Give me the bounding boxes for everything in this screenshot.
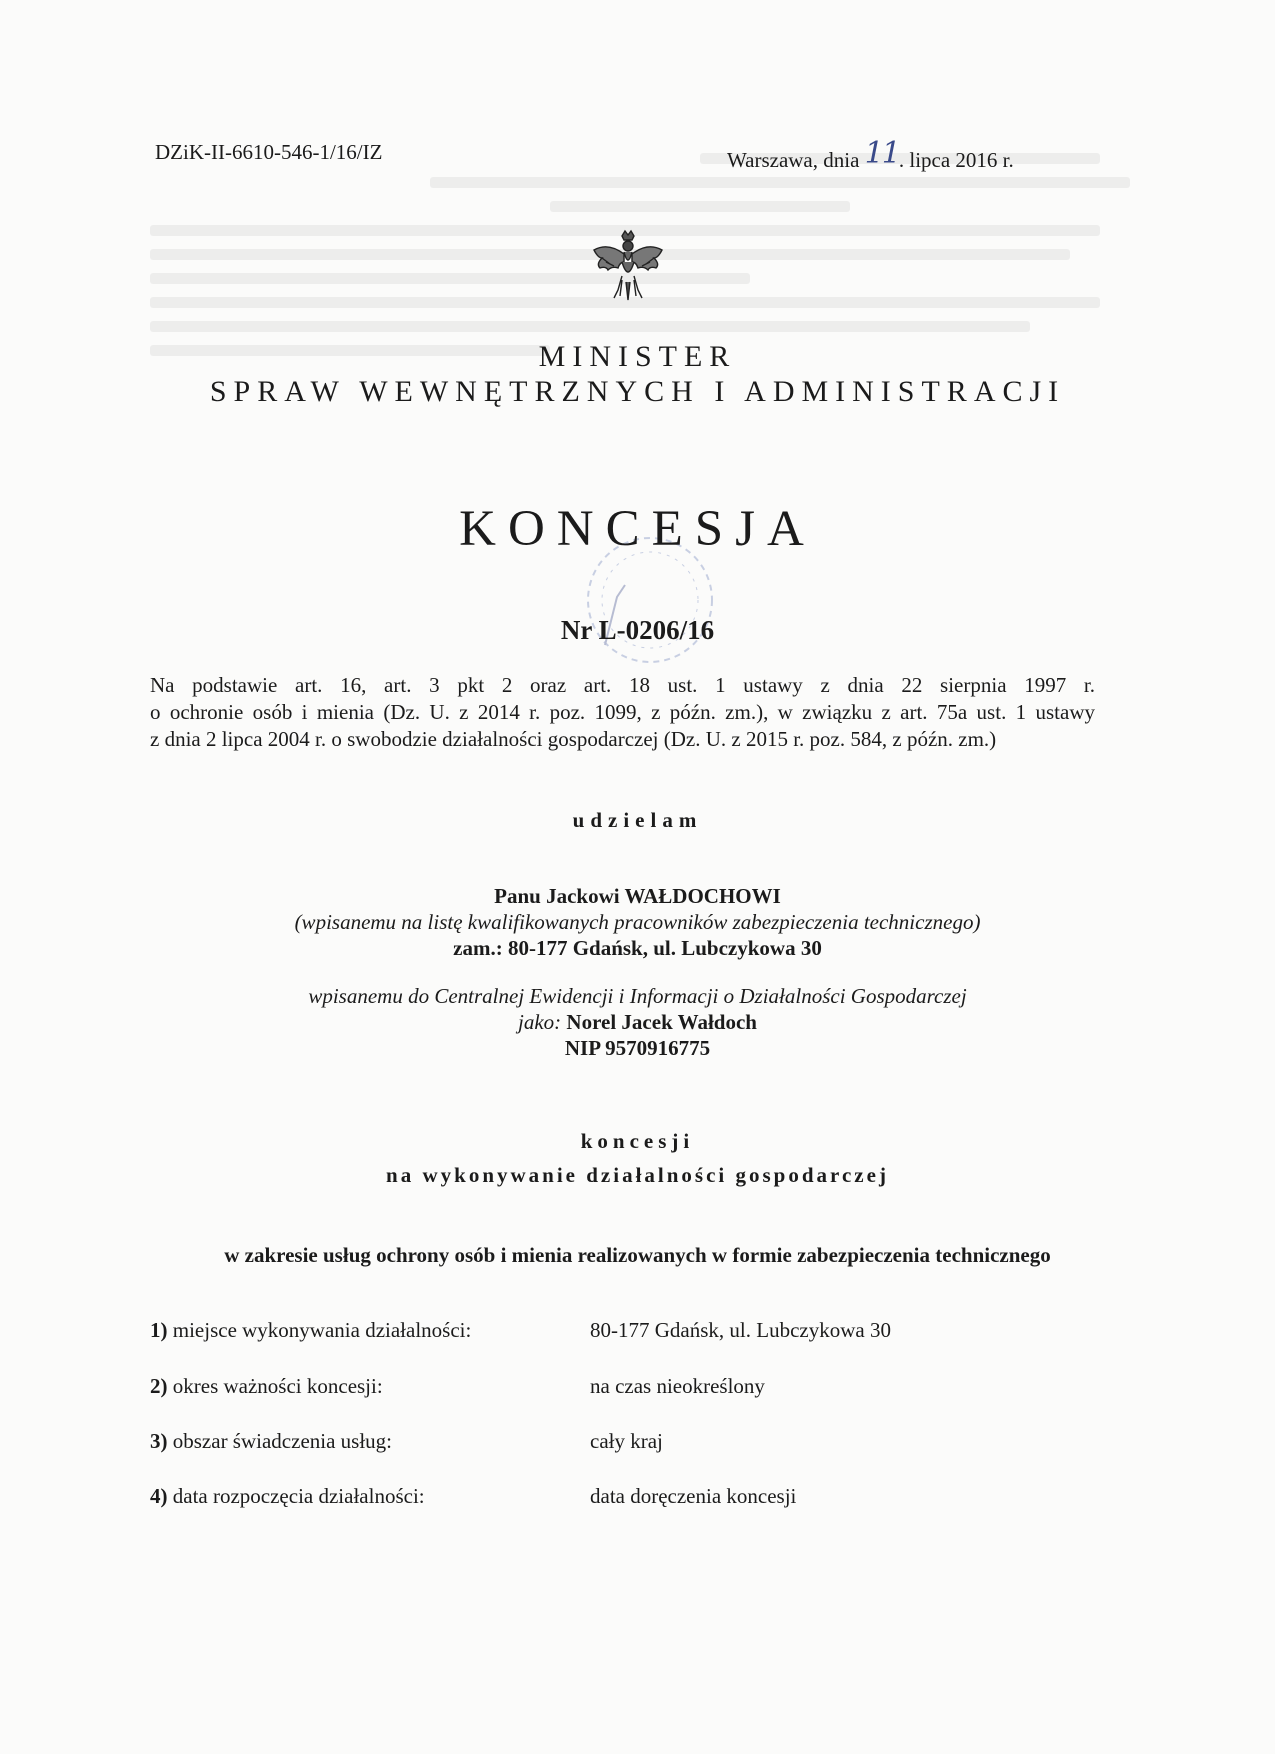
activity-line: na wykonywanie działalności gospodarczej [386, 1163, 889, 1187]
detail-label: 3) obszar świadczenia usług: [150, 1429, 393, 1453]
detail-value: na czas nieokreślony [590, 1374, 765, 1398]
document-reference: DZiK-II-6610-546-1/16/IZ [155, 140, 383, 164]
handwritten-day: 11 [864, 136, 899, 171]
grantee-address: zam.: 80-177 Gdańsk, ul. Lubczykowa 30 [453, 936, 822, 960]
grantee-name: Panu Jackowi WAŁDOCHOWI [494, 884, 781, 908]
ceidg-note: wpisanemu do Centralnej Ewidencji i Informacji o Działalności Gospodarczej [308, 984, 967, 1008]
place-date-prefix: Warszawa, dnia [727, 148, 865, 172]
detail-label: 4) data rozpoczęcia działalności: [150, 1484, 425, 1508]
scope-line: w zakresie usług ochrony osób i mienia realizowanych w formie zabezpieczenia technicznego [224, 1243, 1051, 1267]
koncesji-word: koncesji [580, 1129, 695, 1153]
legal-basis-line: Na podstawie art. 16, art. 3 pkt 2 oraz art. 18 ust. 1 ustawy z dnia 22 sierpnia 1997 r. [150, 673, 1095, 697]
polish-eagle-emblem-icon [588, 228, 668, 308]
authority-name: SPRAW WEWNĘTRZNYCH I ADMINISTRACJI [209, 375, 1066, 408]
detail-label: 1) miejsce wykonywania działalności: [150, 1318, 472, 1342]
authority-title: MINISTER [538, 340, 737, 373]
business-name-line [0, 1010, 1275, 1035]
grantee-nip: NIP 9570916775 [564, 1036, 711, 1060]
grant-word: udzielam [572, 808, 703, 832]
legal-basis-line: o ochronie osób i mienia (Dz. U. z 2014 r. poz. 1099, z późn. zm.), w związku z art. 75a ust. 1 ustawy [150, 700, 1095, 724]
grantee-registry-note: (wpisanemu na listę kwalifikowanych pracowników zabezpieczenia technicznego) [294, 910, 981, 934]
place-date-suffix: . lipca 2016 r. [898, 148, 1014, 172]
legal-basis-line: z dnia 2 lipca 2004 r. o swobodzie działalności gospodarczej (Dz. U. z 2015 r. poz. 584, z późn. zm.) [150, 727, 997, 751]
business-name: Norel Jacek Wałdoch [566, 1010, 757, 1034]
detail-label: 2) okres ważności koncesji: [150, 1374, 383, 1398]
document-title: KONCESJA [459, 501, 816, 557]
place-and-date [727, 136, 1014, 175]
legal-basis-paragraph [150, 672, 1095, 753]
as-label: jako: [518, 1010, 562, 1034]
detail-value: data doręczenia koncesji [590, 1484, 797, 1508]
detail-value: 80-177 Gdańsk, ul. Lubczykowa 30 [590, 1318, 891, 1342]
detail-value: cały kraj [590, 1429, 663, 1453]
license-number: Nr L-0206/16 [560, 615, 715, 645]
